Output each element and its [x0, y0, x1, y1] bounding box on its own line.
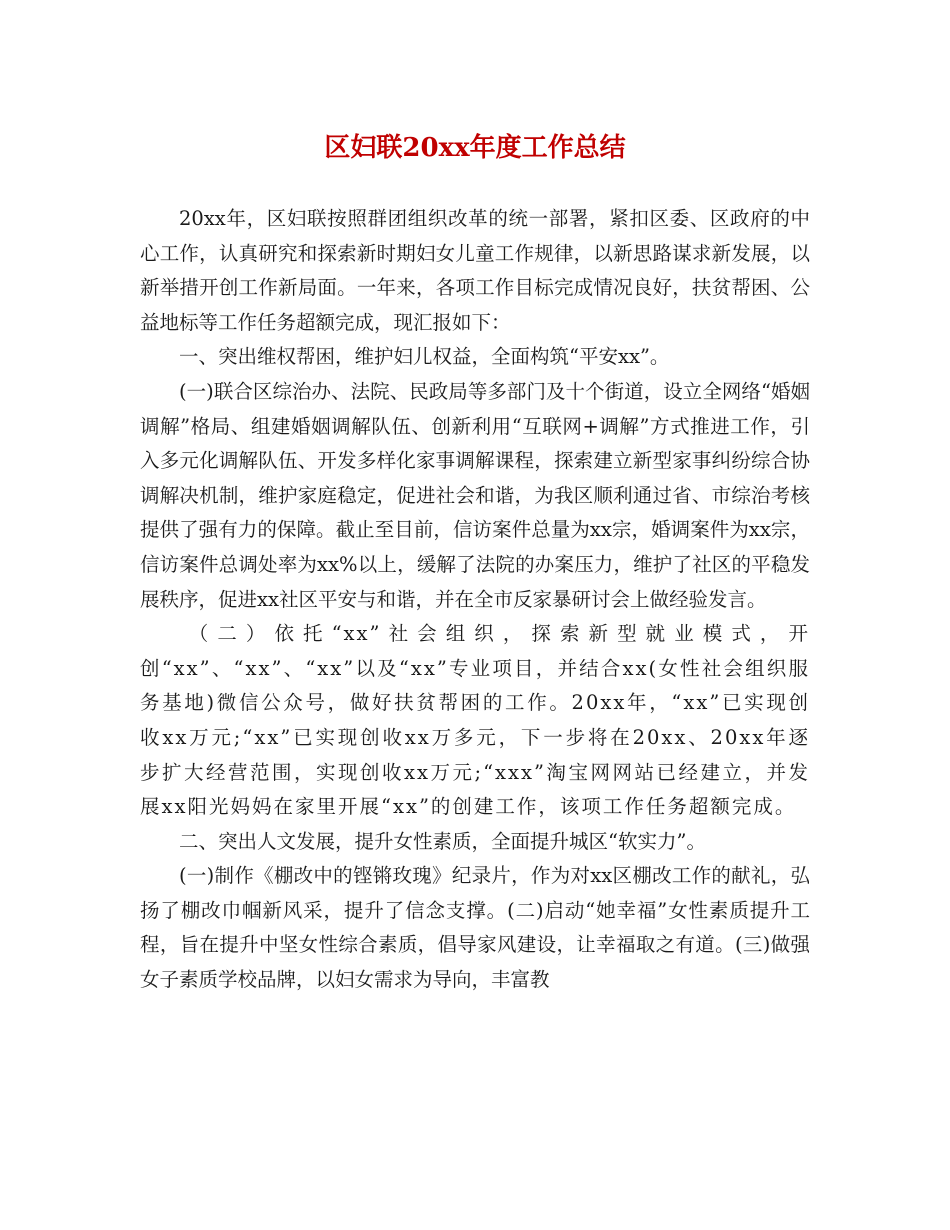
paragraph-1-1: (一)联合区综治办、法院、民政局等多部门及十个街道，设立全网络“婚姻调解”格局、组建婚姻调解队伍、创新利用“互联网+调解”方式推进工作，引入多元化调解队伍、开发多样化家事调解课程，探索建立新型家事纠纷综合协调解决机制，维护家庭稳定，促进社会和谐，为我区顺利通过省、市综治考核提供了强有力的保障。截止至目前，信访案件总量为xx宗，婚调案件为xx宗，信访案件总调处率为xx%以上，缓解了法院的办案压力，维护了社区的平稳发展秩序，促进xx社区平安与和谐，并在全市反家暴研讨会上做经验发言。 [140, 379, 810, 611]
section-heading-2: 二、突出人文发展，提升女性素质，全面提升城区“软实力”。 [179, 829, 706, 853]
document-body [140, 202, 810, 998]
document-title: 区妇联20xx年度工作总结 [324, 133, 626, 163]
paragraph-1-2: （二）依托“xx”社会组织，探索新型就业模式，开创“xx”、“xx”、“xx”以及“xx”专业项目，并结合xx(女性社会组织服务基地)微信公众号，做好扶贫帮困的工作。20xx年，“xx”已实现创收xx万元;“xx”已实现创收xx万多元，下一步将在20xx、20xx年逐步扩大经营范围，实现创收xx万元;“xxx”淘宝网网站已经建立，并发展xx阳光妈妈在家里开展“xx”的创建工作，该项工作任务超额完成。 [140, 622, 810, 819]
paragraph-2-1: (一)制作《棚改中的铿锵玫瑰》纪录片，作为对xx区棚改工作的献礼，弘扬了棚改巾帼新风采，提升了信念支撑。(二)启动“她幸福”女性素质提升工程，旨在提升中坚女性综合素质，倡导家风建设，让幸福取之有道。(三)做强女子素质学校品牌，以妇女需求为导向，丰富教 [140, 864, 810, 992]
section-heading-1: 一、突出维权帮困，维护妇儿权益，全面构筑“平安xx”。 [179, 345, 670, 369]
paragraph-intro: 20xx年，区妇联按照群团组织改革的统一部署，紧扣区委、区政府的中心工作，认真研究和探索新时期妇女儿童工作规律，以新思路谋求新发展，以新举措开创工作新局面。一年来，各项工作目标完成情况良好，扶贫帮困、公益地标等工作任务超额完成，现汇报如下： [140, 207, 810, 334]
